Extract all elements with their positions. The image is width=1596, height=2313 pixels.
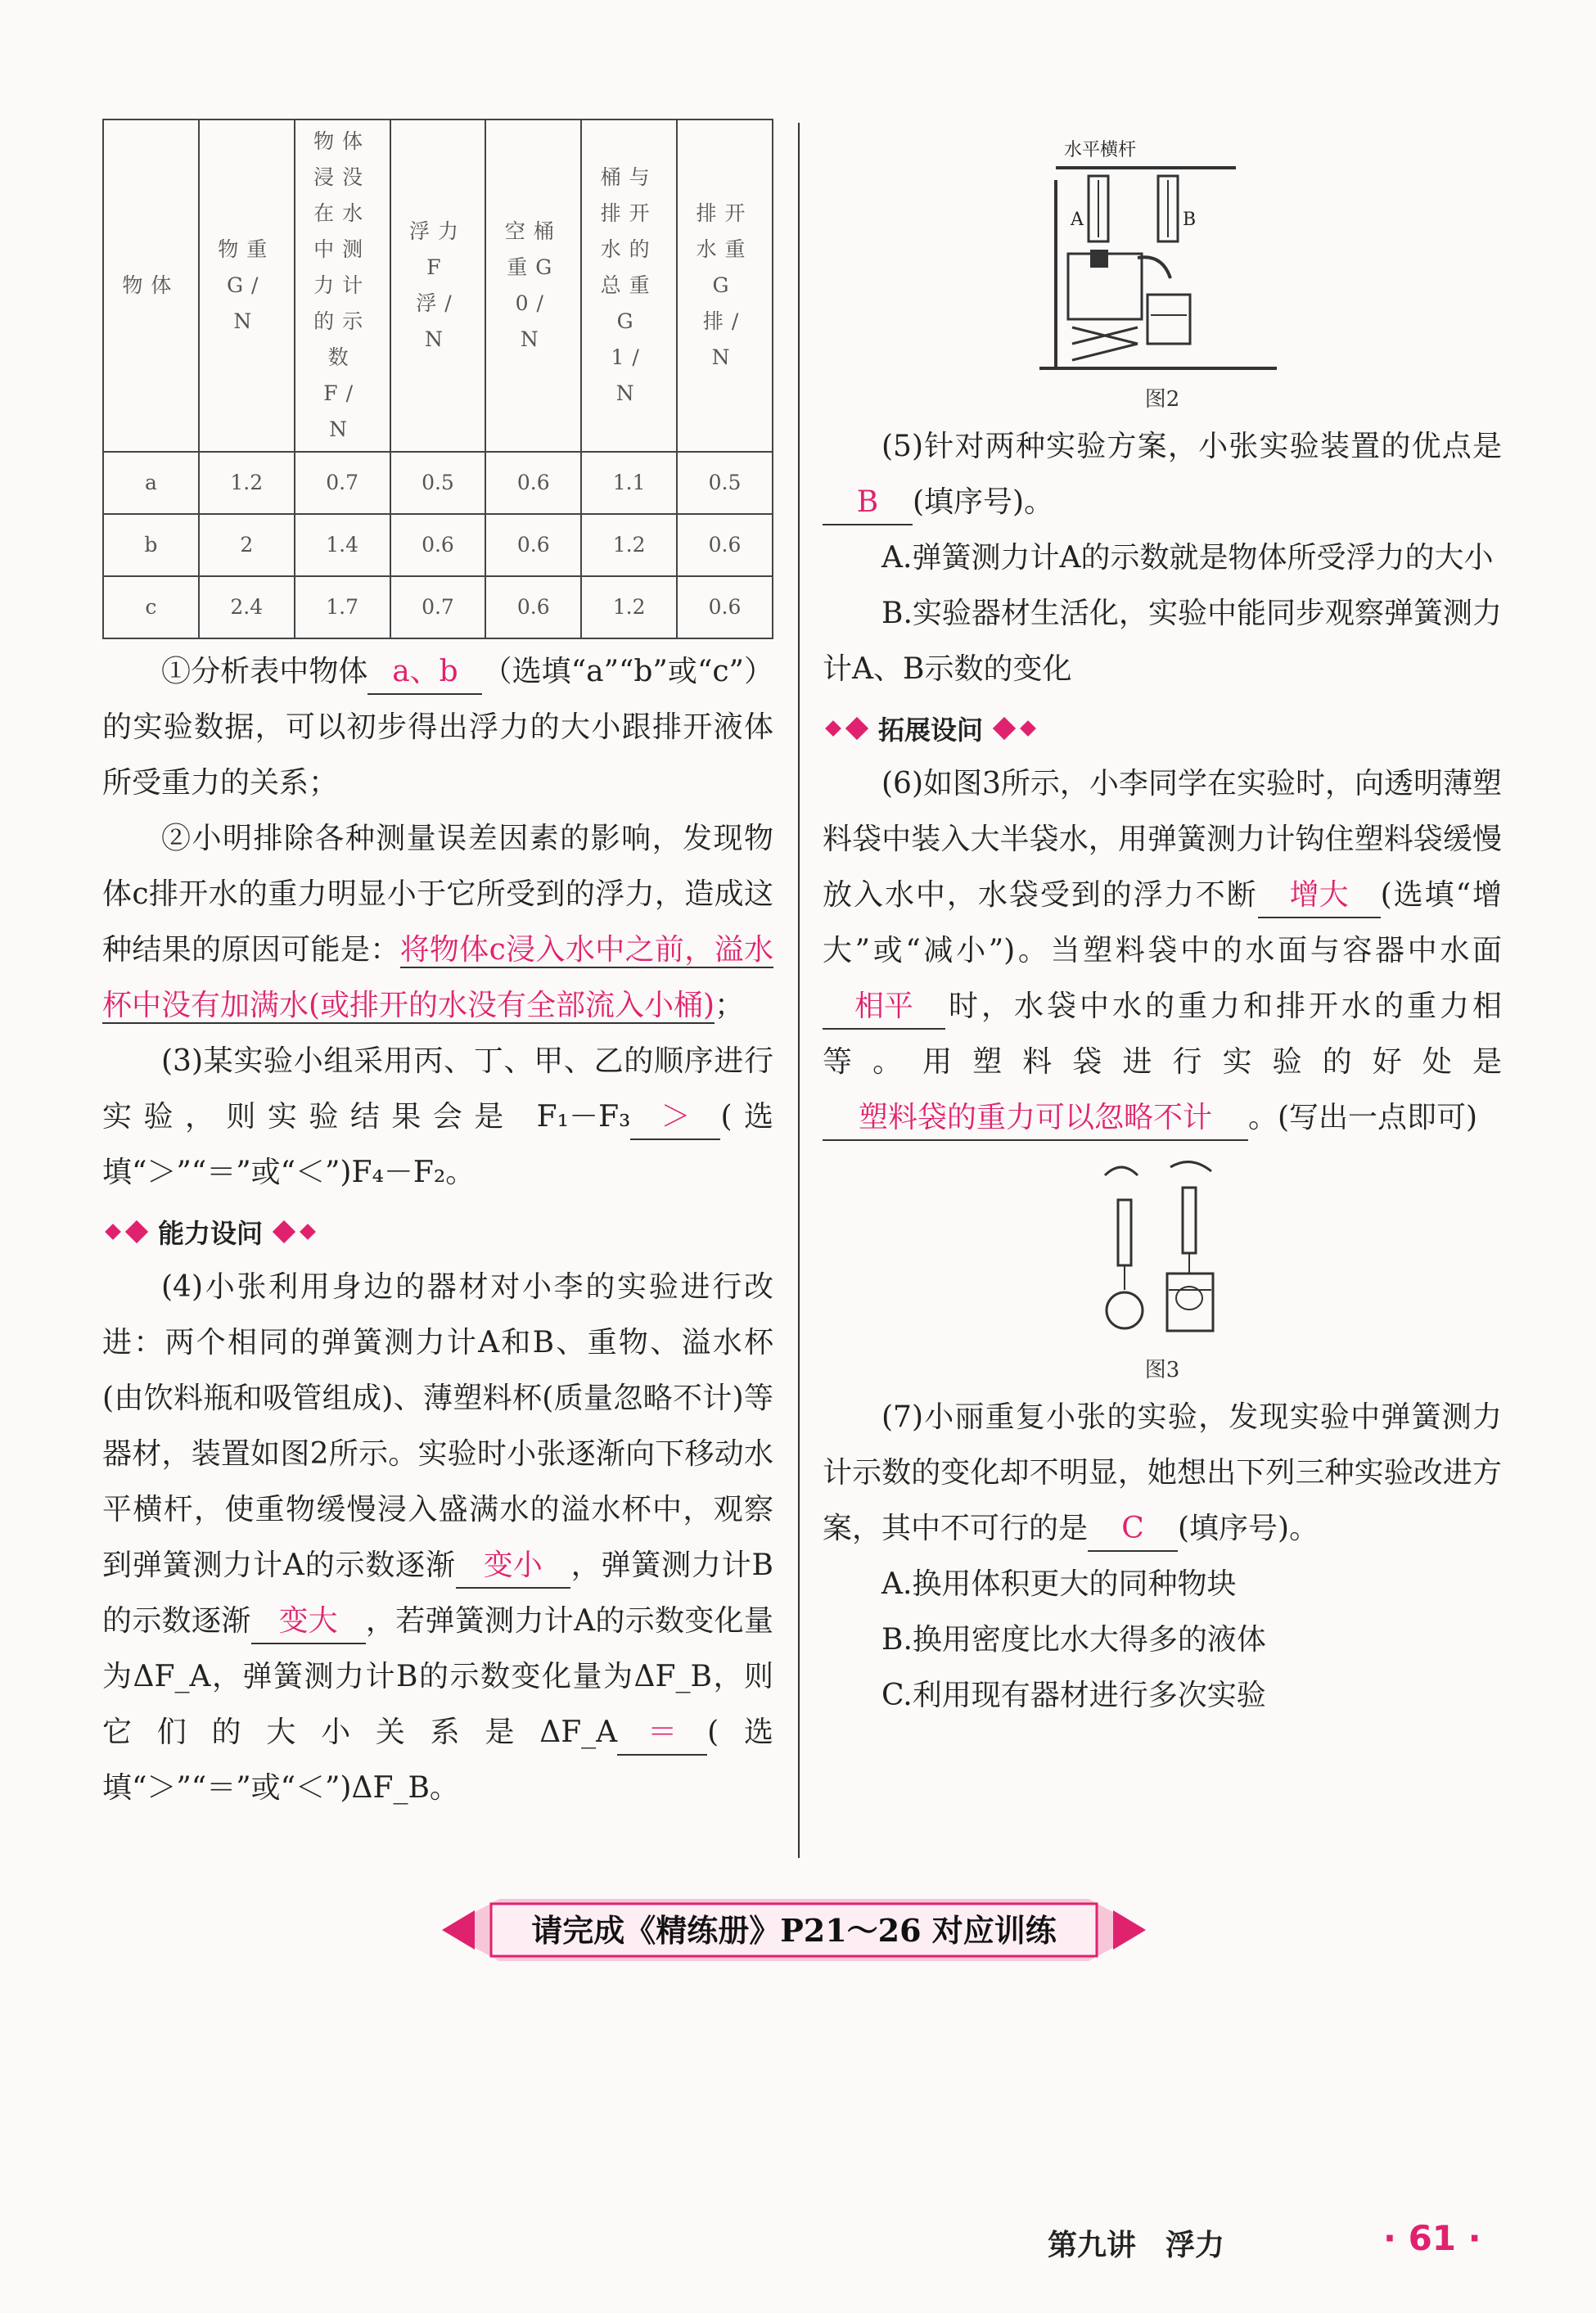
- section-ability: [102, 1209, 773, 1255]
- q4-text: (4)小张利用身边的器材对小李的实验进行改进：两个相同的弹簧测力计A和B、重物、溢水杯(由饮料瓶和吸管组成)、薄塑料杯(质量忽略不计)等器材，装置如图2所示。实验时小张逐渐向下移动水平横杆，使重物缓慢浸入盛满水的溢水杯中，观察到弹簧测力计A的示数逐渐: [102, 1270, 773, 1582]
- table-row: [103, 576, 773, 638]
- diamond-icon: [125, 1220, 148, 1243]
- figure-2: [823, 131, 1502, 413]
- table-cell: 1.2: [199, 452, 295, 514]
- diamond-icon: [273, 1220, 295, 1243]
- question-5: [823, 419, 1502, 530]
- section-ability-title: 能力设问: [158, 1218, 264, 1249]
- diamond-icon: [300, 1224, 316, 1240]
- table-header: 排开水重G排/N: [677, 119, 773, 452]
- q7-text: (7)小丽重复小张的实验，发现实验中弹簧测力计示数的变化却不明显，她想出下列三种实验改进方案，其中不可行的是: [823, 1400, 1502, 1545]
- table-header: 空桶重G0/N: [485, 119, 581, 452]
- table-header: 浮力F浮/N: [390, 119, 486, 452]
- q2-end: ；: [715, 989, 745, 1022]
- table-cell: c: [103, 576, 199, 638]
- q5-text: (5)针对两种实验方案，小张实验装置的优点是: [881, 430, 1502, 463]
- table-cell: 0.6: [390, 514, 486, 576]
- question-3: [102, 1034, 773, 1201]
- q2-answer: 将物体c浸入水中之前，溢水杯中没有加满水(或排开的水没有全部流入小桶): [102, 933, 773, 1022]
- page-number: · 61 ·: [1383, 2218, 1481, 2258]
- table-cell: 1.4: [295, 514, 390, 576]
- figure-2-label-a: A: [1071, 210, 1084, 230]
- table-cell: 0.7: [390, 576, 486, 638]
- q7-option-b: B.换用密度比水大得多的液体: [881, 1623, 1266, 1657]
- q2-text: ②小明排除各种测量误差因素的影响，发现物体c排开水的重力明显小于它所受到的浮力，造成这种结果的原因可能是：: [102, 822, 773, 967]
- table-cell: 1.2: [581, 576, 677, 638]
- table-cell: a: [103, 452, 199, 514]
- diamond-icon: [1020, 720, 1036, 737]
- practice-banner: 请完成《精练册》P21～26 对应训练: [531, 1912, 1057, 1949]
- diamond-icon: [845, 717, 868, 740]
- table-header-row: [103, 119, 773, 452]
- q1-text-tail: （选填“a”“b”或“c”）的实验数据，可以初步得出浮力的大小跟排开液体所受重力的关系；: [102, 655, 773, 800]
- table-cell: 0.5: [677, 452, 773, 514]
- section-extension: [823, 706, 1502, 751]
- figure-3-caption: 图3: [1144, 1358, 1180, 1382]
- table-cell: b: [103, 514, 199, 576]
- q4-answer-1: 变小: [456, 1544, 570, 1589]
- table-row: [103, 452, 773, 514]
- right-column: [823, 131, 1502, 1724]
- q3-answer: ＞: [630, 1096, 720, 1140]
- chapter-footer: 第九讲 浮力: [1048, 2229, 1225, 2262]
- figure-3: [823, 1151, 1502, 1383]
- table-cell: 0.6: [485, 576, 581, 638]
- q7-text-tail: (填序号)。: [1178, 1512, 1319, 1545]
- q4-answer-3: ＝: [617, 1711, 707, 1756]
- table-cell: 0.7: [295, 452, 390, 514]
- table-header: 物体: [103, 119, 199, 452]
- question-4: [102, 1260, 773, 1816]
- q6-text-d: 。(写出一点即可): [1248, 1101, 1478, 1134]
- diamond-icon: [105, 1224, 121, 1240]
- question-7: [823, 1390, 1502, 1557]
- q5-text-tail: (填序号)。: [913, 485, 1054, 519]
- q7-option-c: C.利用现有器材进行多次实验: [881, 1679, 1266, 1712]
- table-cell: 1.2: [581, 514, 677, 576]
- table-cell: 1.7: [295, 576, 390, 638]
- q6-text: (6)如图3所示，小李同学在实验时，向透明薄塑料袋中装入大半袋水，用弹簧测力计钩住塑料袋缓慢放入水中，水袋受到的浮力不断: [823, 767, 1502, 912]
- q5-answer: B: [823, 481, 913, 525]
- column-divider: [798, 123, 800, 1858]
- q3-text-tail: (选填“＞”“＝”或“＜”)F₄－F₂。: [102, 1100, 774, 1189]
- q5-option-b: B.实验器材生活化，实验中能同步观察弹簧测力计A、B示数的变化: [823, 597, 1502, 686]
- q6-text-b: (选填“增大”或“减小”)。当塑料袋中的水面与容器中水面: [823, 878, 1502, 967]
- data-table: [102, 119, 773, 639]
- section-extension-title: 拓展设问: [878, 715, 984, 746]
- q1-text: ①分析表中物体: [161, 655, 368, 688]
- q6-text-c: 时，水袋中水的重力和排开水的重力相等。用塑料袋进行实验的好处是: [823, 990, 1502, 1079]
- q4-text-b: ，弹簧测力计B的示数逐渐: [102, 1549, 773, 1638]
- left-column: [102, 119, 773, 1816]
- q7-answer: C: [1088, 1508, 1178, 1552]
- question-1: [102, 644, 773, 811]
- table-cell: 0.6: [485, 514, 581, 576]
- table-header: 桶与排开水的总重G1/N: [581, 119, 677, 452]
- q4-text-c: ，若弹簧测力计A的示数变化量为ΔF_A，弹簧测力计B的示数变化量为ΔF_B，则它们的大小关系是ΔF_A: [102, 1604, 773, 1749]
- table-cell: 0.6: [677, 576, 773, 638]
- q1-answer: a、b: [367, 651, 482, 695]
- table-header: 物重G/N: [199, 119, 295, 452]
- q5-option-a: A.弹簧测力计A的示数就是物体所受浮力的大小: [881, 541, 1494, 575]
- table-cell: 0.6: [677, 514, 773, 576]
- question-6: [823, 756, 1502, 1146]
- figure-2-top-label: 水平横杆: [1064, 140, 1137, 160]
- table-cell: 0.5: [390, 452, 486, 514]
- figure-2-caption: 图2: [1144, 387, 1180, 412]
- table-cell: 1.1: [581, 452, 677, 514]
- q4-answer-2: 变大: [251, 1600, 366, 1644]
- q6-answer-2: 相平: [823, 985, 945, 1030]
- figure-2-label-b: B: [1183, 210, 1197, 230]
- diamond-icon: [825, 720, 841, 737]
- q6-answer-3: 塑料袋的重力可以忽略不计: [823, 1097, 1248, 1141]
- table-row: [103, 514, 773, 576]
- q3-text: (3)某实验小组采用丙、丁、甲、乙的顺序进行实验，则实验结果会是 F₁－F₃: [102, 1044, 773, 1134]
- figure-2-diagram: [1039, 131, 1285, 376]
- q4-text-d: (选填“＞”“＝”或“＜”)ΔF_B。: [102, 1716, 773, 1805]
- question-2: [102, 811, 773, 1034]
- table-cell: 2: [199, 514, 295, 576]
- figure-3-diagram: [1089, 1151, 1236, 1347]
- table-header: 物体浸没在水中测力计的示数F/N: [295, 119, 390, 452]
- table-cell: 2.4: [199, 576, 295, 638]
- table-cell: 0.6: [485, 452, 581, 514]
- q6-answer-1: 增大: [1258, 874, 1381, 918]
- diamond-icon: [993, 717, 1016, 740]
- q7-option-a: A.换用体积更大的同种物块: [881, 1567, 1237, 1601]
